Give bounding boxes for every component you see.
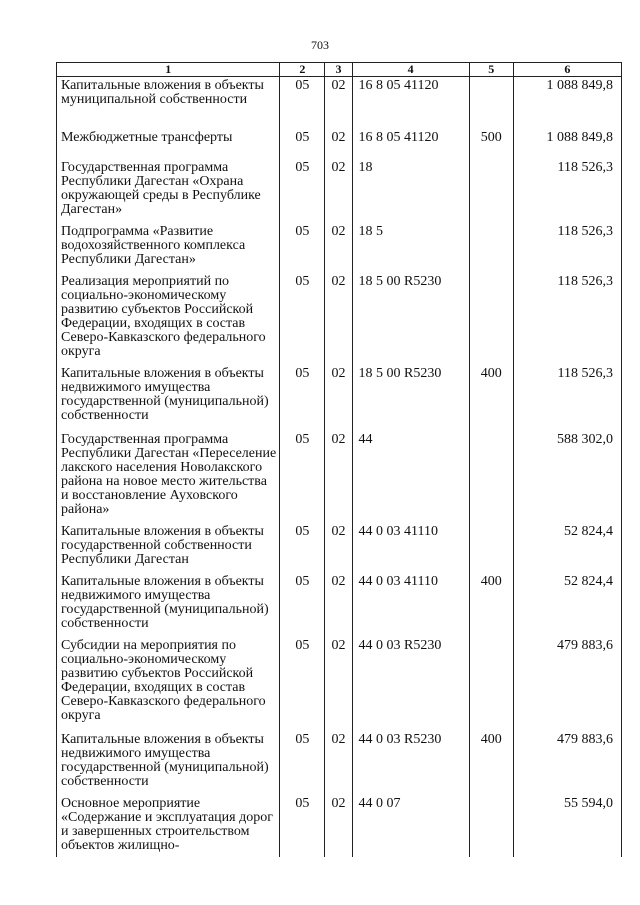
row-section: 05 bbox=[280, 523, 325, 573]
row-subsection: 02 bbox=[325, 77, 352, 130]
row-target-code: 44 0 07 bbox=[352, 795, 469, 857]
table-row bbox=[57, 573, 622, 637]
row-subsection: 02 bbox=[325, 129, 352, 159]
row-expense-type bbox=[469, 77, 513, 130]
column-header-4: 4 bbox=[352, 63, 469, 77]
row-expense-type bbox=[469, 431, 513, 523]
row-section: 05 bbox=[280, 365, 325, 431]
row-subsection: 02 bbox=[325, 273, 352, 365]
row-name: Капитальные вложения в объекты государственной собственности Республики Дагестан bbox=[57, 523, 280, 573]
row-amount: 118 526,3 bbox=[513, 159, 621, 223]
column-header-5: 5 bbox=[469, 63, 513, 77]
table-row bbox=[57, 77, 622, 130]
row-subsection: 02 bbox=[325, 365, 352, 431]
row-amount: 479 883,6 bbox=[513, 637, 621, 731]
table-row bbox=[57, 523, 622, 573]
row-target-code: 16 8 05 41120 bbox=[352, 77, 469, 130]
row-target-code: 16 8 05 41120 bbox=[352, 129, 469, 159]
row-amount: 118 526,3 bbox=[513, 223, 621, 273]
row-name: Капитальные вложения в объекты муниципальной собственности bbox=[57, 77, 280, 130]
row-section: 05 bbox=[280, 573, 325, 637]
table-row bbox=[57, 223, 622, 273]
row-section: 05 bbox=[280, 77, 325, 130]
row-target-code: 44 bbox=[352, 431, 469, 523]
row-amount: 118 526,3 bbox=[513, 273, 621, 365]
row-expense-type bbox=[469, 795, 513, 857]
column-header-6: 6 bbox=[513, 63, 621, 77]
row-section: 05 bbox=[280, 159, 325, 223]
table-body bbox=[57, 77, 622, 858]
row-subsection: 02 bbox=[325, 159, 352, 223]
table-header bbox=[57, 63, 622, 77]
row-amount: 1 088 849,8 bbox=[513, 77, 621, 130]
row-target-code: 44 0 03 41110 bbox=[352, 573, 469, 637]
row-expense-type bbox=[469, 523, 513, 573]
row-section: 05 bbox=[280, 129, 325, 159]
row-name: Капитальные вложения в объекты недвижимого имущества государственной (муниципальной) собственности bbox=[57, 573, 280, 637]
row-name: Межбюджетные трансферты bbox=[57, 129, 280, 159]
row-subsection: 02 bbox=[325, 223, 352, 273]
table-row bbox=[57, 731, 622, 795]
table-row bbox=[57, 637, 622, 731]
table-row bbox=[57, 365, 622, 431]
table-row bbox=[57, 273, 622, 365]
row-target-code: 44 0 03 R5230 bbox=[352, 637, 469, 731]
row-name: Государственная программа Республики Дагестан «Охрана окружающей среды в Республике Дагестан» bbox=[57, 159, 280, 223]
row-amount: 118 526,3 bbox=[513, 365, 621, 431]
row-name: Государственная программа Республики Дагестан «Переселение лакского населения Новолакского района на новое место жительства и восстановление Ауховского района» bbox=[57, 431, 280, 523]
row-section: 05 bbox=[280, 431, 325, 523]
budget-table bbox=[56, 62, 622, 857]
table-row bbox=[57, 159, 622, 223]
row-section: 05 bbox=[280, 223, 325, 273]
row-amount: 588 302,0 bbox=[513, 431, 621, 523]
row-target-code: 44 0 03 41110 bbox=[352, 523, 469, 573]
row-target-code: 18 5 00 R5230 bbox=[352, 273, 469, 365]
row-name: Подпрограмма «Развитие водохозяйственного комплекса Республики Дагестан» bbox=[57, 223, 280, 273]
column-header-1: 1 bbox=[57, 63, 280, 77]
table-row bbox=[57, 431, 622, 523]
row-target-code: 18 5 00 R5230 bbox=[352, 365, 469, 431]
row-expense-type: 400 bbox=[469, 365, 513, 431]
row-amount: 55 594,0 bbox=[513, 795, 621, 857]
row-subsection: 02 bbox=[325, 795, 352, 857]
row-amount: 479 883,6 bbox=[513, 731, 621, 795]
row-expense-type: 400 bbox=[469, 731, 513, 795]
row-name: Реализация мероприятий по социально-экономическому развитию субъектов Российской Федерации, входящих в состав Северо-Кавказского федерального округа bbox=[57, 273, 280, 365]
budget-table-container bbox=[56, 62, 622, 857]
row-name: Основное мероприятие «Содержание и эксплуатация дорог и завершенных строительством объектов жилищно- bbox=[57, 795, 280, 857]
row-expense-type bbox=[469, 637, 513, 731]
row-expense-type: 500 bbox=[469, 129, 513, 159]
row-subsection: 02 bbox=[325, 573, 352, 637]
row-amount: 52 824,4 bbox=[513, 523, 621, 573]
row-target-code: 18 5 bbox=[352, 223, 469, 273]
row-name: Субсидии на мероприятия по социально-экономическому развитию субъектов Российской Федерации, входящих в состав Северо-Кавказского федерального округа bbox=[57, 637, 280, 731]
row-name: Капитальные вложения в объекты недвижимого имущества государственной (муниципальной) собственности bbox=[57, 365, 280, 431]
row-subsection: 02 bbox=[325, 731, 352, 795]
row-expense-type bbox=[469, 223, 513, 273]
table-row bbox=[57, 795, 622, 857]
row-target-code: 18 bbox=[352, 159, 469, 223]
row-amount: 52 824,4 bbox=[513, 573, 621, 637]
row-subsection: 02 bbox=[325, 431, 352, 523]
page-number: 703 bbox=[311, 38, 329, 52]
row-amount: 1 088 849,8 bbox=[513, 129, 621, 159]
row-subsection: 02 bbox=[325, 523, 352, 573]
row-expense-type: 400 bbox=[469, 573, 513, 637]
row-expense-type bbox=[469, 159, 513, 223]
column-header-3: 3 bbox=[325, 63, 352, 77]
row-section: 05 bbox=[280, 273, 325, 365]
row-name: Капитальные вложения в объекты недвижимого имущества государственной (муниципальной) собственности bbox=[57, 731, 280, 795]
row-section: 05 bbox=[280, 795, 325, 857]
row-section: 05 bbox=[280, 637, 325, 731]
row-section: 05 bbox=[280, 731, 325, 795]
table-row bbox=[57, 129, 622, 159]
column-header-2: 2 bbox=[280, 63, 325, 77]
row-target-code: 44 0 03 R5230 bbox=[352, 731, 469, 795]
row-expense-type bbox=[469, 273, 513, 365]
row-subsection: 02 bbox=[325, 637, 352, 731]
